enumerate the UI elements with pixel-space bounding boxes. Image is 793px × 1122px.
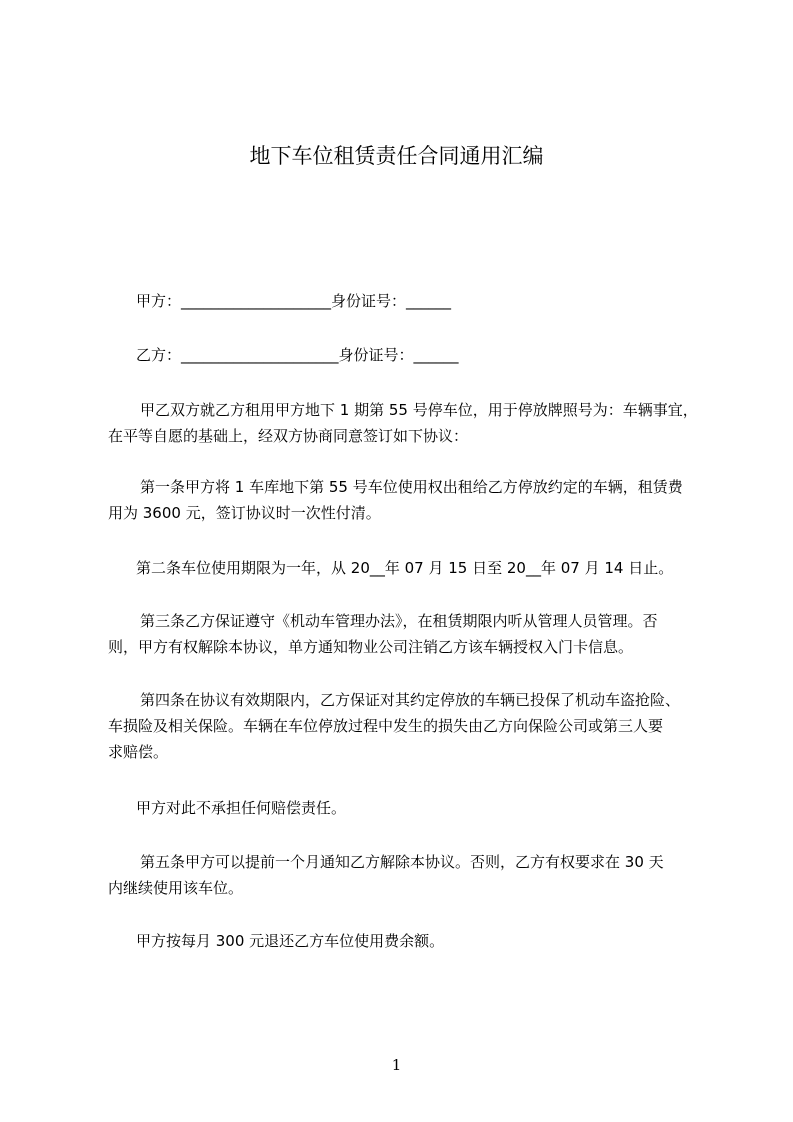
article-4-line-3: 求赔偿。: [108, 743, 169, 761]
article-1-paragraph: [108, 474, 708, 526]
party-b-line: 乙方：_____________________身份证号：______: [136, 346, 459, 364]
article-3-line-1: 第三条乙方保证遵守《机动车管理办法》，在租赁期限内听从管理人员管理。否: [140, 612, 658, 630]
preamble-line-1: 甲乙双方就乙方租用甲方地下 1 期第 55 号停车位，用于停放牌照号为：车辆事宜，: [140, 401, 698, 419]
article-5-note: 甲方按每月 300 元退还乙方车位使用费余额。: [136, 932, 445, 950]
article-3-paragraph: [108, 608, 708, 660]
article-1-line-2: 用为 3600 元，签订协议时一次性付清。: [108, 504, 381, 522]
article-1-line-1: 第一条甲方将 1 车库地下第 55 号车位使用权出租给乙方停放约定的车辆，租赁费: [140, 478, 683, 496]
page-title: 地下车位租赁责任合同通用汇编: [249, 144, 544, 168]
article-4-paragraph: [108, 687, 708, 765]
preamble-paragraph: [108, 397, 708, 449]
article-5-paragraph: [108, 849, 708, 901]
preamble-line-2: 在平等自愿的基础上，经双方协商同意签订如下协议：: [108, 427, 469, 445]
article-5-line-1: 第五条甲方可以提前一个月通知乙方解除本协议。否则，乙方有权要求在 30 天: [140, 853, 664, 871]
article-5-line-2: 内继续使用该车位。: [108, 879, 244, 897]
article-4-note: 甲方对此不承担任何赔偿责任。: [136, 799, 347, 817]
article-3-line-2: 则，甲方有权解除本协议，单方通知物业公司注销乙方该车辆授权入门卡信息。: [108, 638, 634, 656]
article-2-paragraph: 第二条车位使用期限为一年，从 20__年 07 月 15 日至 20__年 07 月 14 日止。: [136, 559, 674, 577]
page-number: 1: [391, 1056, 402, 1074]
party-a-line: 甲方：____________________身份证号：______: [136, 292, 452, 310]
article-4-line-1: 第四条在协议有效期限内，乙方保证对其约定停放的车辆已投保了机动车盗抢险、: [140, 691, 681, 709]
article-4-line-2: 车损险及相关保险。车辆在车位停放过程中发生的损失由乙方向保险公司或第三人要: [108, 717, 664, 735]
